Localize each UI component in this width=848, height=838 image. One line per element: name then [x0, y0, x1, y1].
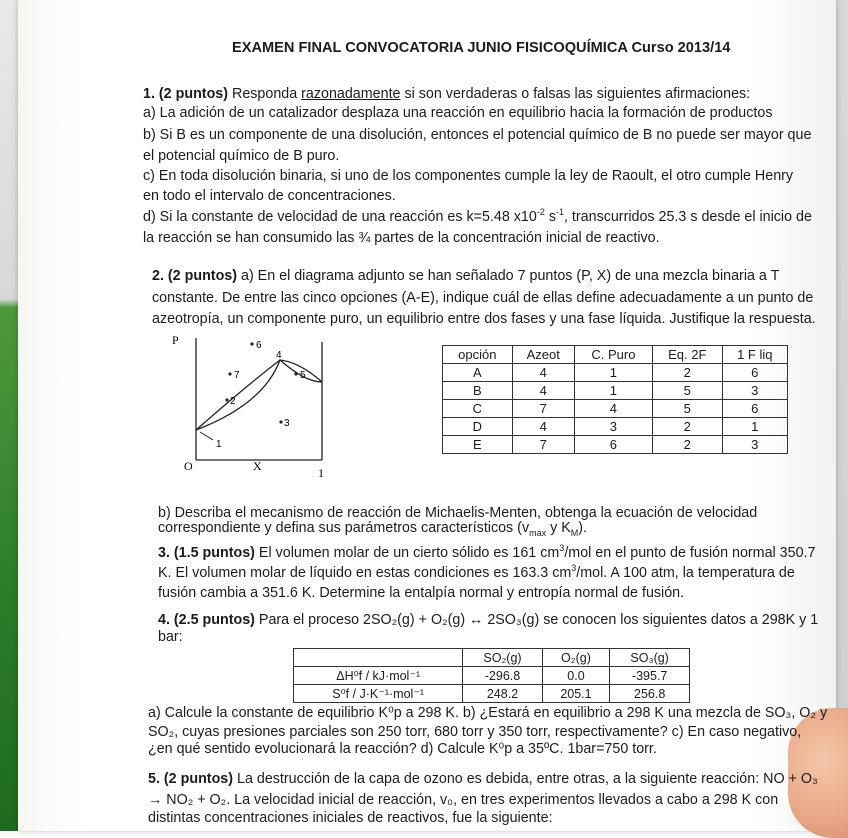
table-row: E 7 6 2 3 — [443, 436, 788, 454]
diagram-point-7: 7 — [234, 370, 240, 381]
q1-item-d-line1: d) Si la constante de velocidad de una reacción es k=5.48 $x10^{-2}$ $s^{-1}$, transcurridos 25.3 s desde el inicio de — [143, 207, 812, 225]
q2-part-b-line2: correspondiente y defina sus parámetros característicos ($v_{max}$ y $K_M$). — [158, 520, 587, 538]
table-header: Azeot — [512, 346, 574, 364]
q4-data-table — [293, 648, 690, 703]
diagram-arrow-1 — [200, 432, 213, 440]
table-header: SO₂(g) — [463, 649, 542, 667]
diagram-axis-x: X — [253, 459, 262, 473]
table-header — [294, 649, 463, 667]
table-row: C 7 4 5 6 — [443, 400, 788, 418]
q2-statement-line2: constante. De entre las cinco opciones (A-E), indique cuál de ellas define adecuadamente a un punto de — [152, 290, 814, 306]
q4-questions-line2: SO₂, cuyas presiones parciales son 250 torr, 680 torr y 350 torr, respectivamente? c) En caso negativo, — [148, 724, 802, 740]
q5-line3: distintas concentraciones iniciales de reactivos, fue la siguiente: — [148, 810, 553, 826]
table-row: A 4 1 2 6 — [443, 364, 788, 382]
table-header: C. Puro — [574, 346, 652, 364]
q3-line1: 3. (1.5 puntos) El volumen molar de un cierto sólido es 161 $cm^3$/mol en el punto de fusión normal 350.7 — [158, 543, 816, 561]
diagram-axis-p: P — [172, 333, 179, 347]
q4-questions-line3: ¿en qué sentido evolucionará la reacción? d) Calcule K⁰p a 35ºC. 1bar=750 torr. — [148, 741, 657, 757]
table-header: SO₃(g) — [610, 649, 690, 667]
q1-item-a: a) La adición de un catalizador desplaza una reacción en equilibrio hacia la formación de productos — [143, 105, 773, 121]
q4-line1: 4. (2.5 puntos) Para el proceso 2SO₂(g) + O₂(g) ↔ 2SO₃(g) se conocen los siguientes datos a 298K y 1 — [158, 612, 819, 628]
diagram-point-6: 6 — [256, 340, 262, 351]
diagram-point-1: 1 — [216, 439, 222, 450]
diagram-point-5: 5 — [300, 370, 306, 381]
q5-line2: → NO₂ + O₂. La velocidad inicial de reacción, v₀, en tres experimentos llevados a cabo a 298 K con — [148, 792, 779, 808]
q3-line3: fusión cambia a 351.6 K. Determine la entalpía normal y entropía normal de fusión. — [158, 585, 685, 601]
diagram-origin: O — [184, 459, 193, 473]
q2-statement-line3: azeotropía, un componente puro, un equilibrio entre dos fases y una fase líquida. Justifique la respuesta. — [152, 311, 816, 327]
table-row: D 4 3 2 1 — [443, 418, 788, 436]
q1-statement: 1. (2 puntos) Responda razonadamente si son verdaderas o falsas las siguientes afirmaciones: — [143, 86, 751, 102]
q1-item-c-line2: en todo el intervalo de concentraciones. — [143, 188, 396, 204]
page-title: EXAMEN FINAL CONVOCATORIA JUNIO FISICOQUÍMICA Curso 2013/14 — [232, 40, 731, 56]
q4-line2: bar: — [158, 629, 183, 645]
q4-questions-line1: a) Calcule la constante de equilibrio K⁰p a 298 K. b) ¿Estará en equilibrio a 298 K una mezcla de SO₃, O₂ y — [148, 705, 828, 721]
diagram-point-2: 2 — [230, 396, 236, 407]
q2-part-b-line1: b) Describa el mecanismo de reacción de Michaelis-Menten, obtenga la ecuación de velocidad — [158, 505, 758, 521]
q5-line1: 5. (2 puntos) La destrucción de la capa de ozono es debida, entre otras, a la siguiente reacción: NO + O₃ — [148, 771, 818, 787]
diagram-x-end: 1 — [318, 466, 324, 480]
q1-item-c-line1: c) En toda disolución binaria, si uno de los componentes cumple la ley de Raoult, el otro cumple Henry — [143, 168, 794, 184]
q2-statement-line1: 2. (2 puntos) a) En el diagrama adjunto se han señalado 7 puntos (P, X) de una mezcla binaria a T — [152, 268, 780, 284]
table-header: Eq. 2F — [652, 346, 722, 364]
phase-diagram — [168, 332, 338, 482]
q1-item-d-line2: la reacción se han consumido las ¾ partes de la concentración inicial de reactivo. — [143, 230, 660, 246]
q1-item-b-line2: el potencial químico de B puro. — [143, 148, 340, 164]
diagram-point-4: 4 — [276, 350, 282, 361]
table-row: B 4 1 5 3 — [443, 382, 788, 400]
table-header: 1 F liq — [722, 346, 787, 364]
q2-options-table — [442, 345, 788, 454]
table-header: O₂(g) — [542, 649, 610, 667]
table-header: opción — [443, 346, 513, 364]
table-row: ΔH⁰f / kJ·mol⁻¹ -296.8 0.0 -395.7 — [294, 667, 690, 685]
table-row: S⁰f / J·K⁻¹·mol⁻¹ 248.2 205.1 256.8 — [294, 685, 690, 703]
q3-line2: K. El volumen molar de líquido en estas condiciones es 163.3 $cm^3$/mol. A 100 atm, la temperatura de — [158, 563, 795, 581]
diagram-point-3: 3 — [284, 418, 290, 429]
q1-item-b-line1: b) Si B es un componente de una disolución, entonces el potencial químico de B no puede ser mayor que — [143, 127, 812, 143]
